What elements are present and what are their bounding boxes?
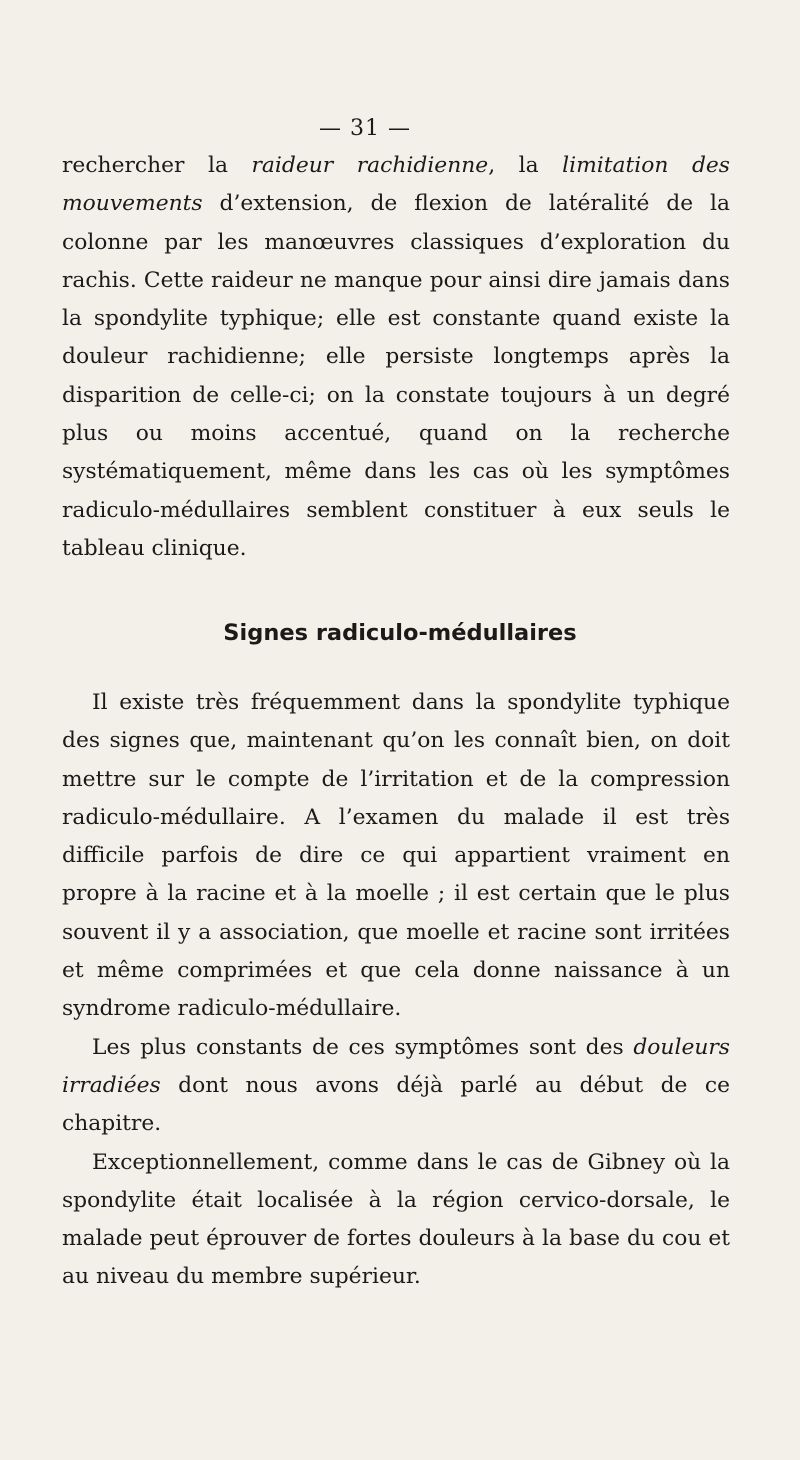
italic-raideur-rachidienne: raideur rachidienne	[251, 153, 489, 178]
text-block-bottom	[62, 684, 730, 1297]
text-block-top	[62, 147, 730, 568]
paragraph-gibney: Exceptionnellement, comme dans le cas de Gibney où la spondylite était localisée à la région cervico-dorsale, le malade peut éprouver de fortes douleurs à la base du cou et au niveau du membre supérieur.	[62, 1149, 730, 1290]
page-number: — 31 —	[319, 116, 411, 141]
paragraph-signes: Il existe très fréquemment dans la spondylite typhique des signes que, maintenant qu’on les connaît bien, on doit mettre sur le compte de l’irritation et de la compression radiculo-médullaire. A l’examen du malade il est très difficile parfois de dire ce qui appartient vraiment en propre à la racine et à la moelle ; il est certain que le plus souvent il y a association, que moelle et racine sont irritées et même comprimées et que cela donne naissance à un syndrome radiculo-médullaire.	[62, 690, 730, 1022]
italic-douleurs-irradiees: douleurs irradiées	[62, 1034, 730, 1098]
italic-limitation-mouvements: limitation des mouvements	[62, 153, 730, 217]
section-heading: Signes radiculo-médullaires	[223, 620, 577, 646]
paragraph-raideur: rechercher la raideur rachidienne, la limitation des mouvements d’extension, de flexion de latéralité de la colonne par les manœuvres classiques d’exploration du rachis. Cette raideur ne manque pour ainsi dire jamais dans la spondylite typhique; elle est constante quand existe la douleur rachidienne; elle persiste longtemps après la disparition de celle-ci; on la constate toujours à un degré plus ou moins accentué, quand on la recherche systématiquement, même dans les cas où les symptômes radiculo-médullaires semblent constituer à eux seuls le tableau clinique.	[62, 153, 730, 561]
paragraph-douleurs: Les plus constants de ces symptômes sont des douleurs irradiées dont nous avons déjà parlé au début de ce chapitre.	[62, 1034, 730, 1137]
